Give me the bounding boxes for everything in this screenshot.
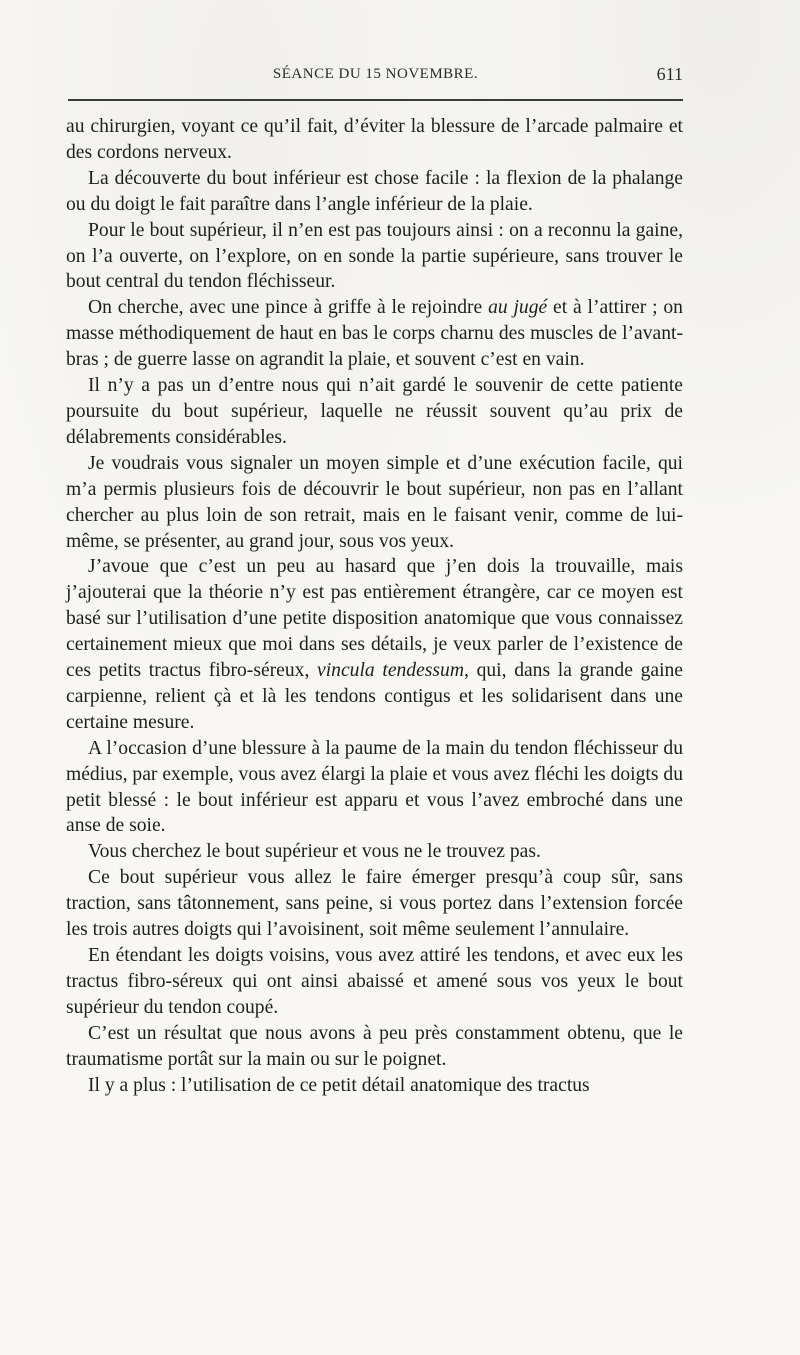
emphasis-au-juge: au jugé <box>488 297 548 319</box>
header-rule <box>68 99 683 101</box>
paragraph-mechanism: En étendant les doigts voisins, vous avez attiré les tendons, et avec eux les tractus fibro-séreux qui ont ainsi abaissé et amené sous vos yeux le bout supérieur du tendon coupé. <box>66 945 683 1018</box>
paragraph-search <box>66 295 683 373</box>
paragraph-theory-text-b: , qui, dans la grande gaine carpienne, relient çà et là les tendons contigus et les solidarisent dans une certaine mesure. <box>66 660 684 733</box>
emphasis-vincula: vincula tendessum <box>317 660 465 682</box>
paragraph-technique: Ce bout supérieur vous allez le faire émerger presqu’à coup sûr, sans traction, sans tâtonnement, sans peine, si vous portez dans l’extension forcée les trois autres doigts qui l’avoisinent, soit même seulement l’annulaire. <box>66 867 683 941</box>
paragraph-theory <box>66 554 683 735</box>
paragraph-memory: Il n’y a pas un d’entre nous qui n’ait gardé le souvenir de cette patiente poursuite du bout supérieur, laquelle ne réussit souvent qu’au prix de délabrements considérables. <box>66 375 683 448</box>
paragraph-continued: au chirurgien, voyant ce qu’il fait, d’éviter la blessure de l’arcade palmaire et des cordons nerveux. <box>66 116 683 163</box>
paragraph-upper-end: Pour le bout supérieur, il n’en est pas toujours ainsi : on a reconnu la gaine, on l’a ouverte, on l’explore, on en sonde la partie supérieure, sans trouver le bout central du tendon fléchisseur. <box>66 219 683 293</box>
running-head <box>68 62 683 92</box>
paragraph-more: Il y a plus : l’utilisation de ce petit détail anatomique des tractus <box>88 1074 590 1096</box>
paragraph-search-text-a: On cherche, avec une pince à griffe à le rejoindre <box>88 297 489 319</box>
paragraph-not-found: Vous cherchez le bout supérieur et vous ne le trouvez pas. <box>88 841 541 863</box>
paragraph-search-text-b: et à l’attirer ; on masse méthodiquement de haut en bas le corps charnu des muscles de l’avant-bras ; de guerre lasse on agrandit la plaie, et souvent c’est en vain. <box>66 297 683 371</box>
page-number: 611 <box>656 64 683 84</box>
paragraph-theory-text-a: J’avoue que c’est un peu au hasard que j’en dois la trouvaille, mais j’ajouterai que la théorie n’y est pas entièrement étrangère, car ce moyen est basé sur l’utilisation d’une petite disposition anatomique que vous connaissez certainement mieux que moi dans ses détails, je veux parler de l’existence de ces petits tractus fibro-séreux, <box>66 556 683 682</box>
paragraph-result: C’est un résultat que nous avons à peu près constamment obtenu, que le traumatisme portât sur la main ou sur le poignet. <box>66 1022 683 1070</box>
running-title: SÉANCE DU 15 NOVEMBRE. <box>272 66 479 82</box>
paragraph-lower-end: La découverte du bout inférieur est chose facile : la flexion de la phalange ou du doigt le fait paraître dans l’angle inférieur de la plaie. <box>66 167 683 215</box>
paragraph-example: A l’occasion d’une blessure à la paume de la main du tendon fléchisseur du médius, par exemple, vous avez élargi la plaie et vous avez fléchi les doigts du petit blessé : le bout inférieur est apparu et vous l’avez embroché dans une anse de soie. <box>66 737 683 837</box>
body-text <box>66 114 683 1098</box>
paragraph-method: Je voudrais vous signaler un moyen simple et d’une exécution facile, qui m’a permis plusieurs fois de découvrir le bout supérieur, non pas en l’allant chercher au plus loin de son retrait, mais en le faisant venir, comme de lui-même, se présenter, au grand jour, sous vos yeux. <box>66 452 683 552</box>
